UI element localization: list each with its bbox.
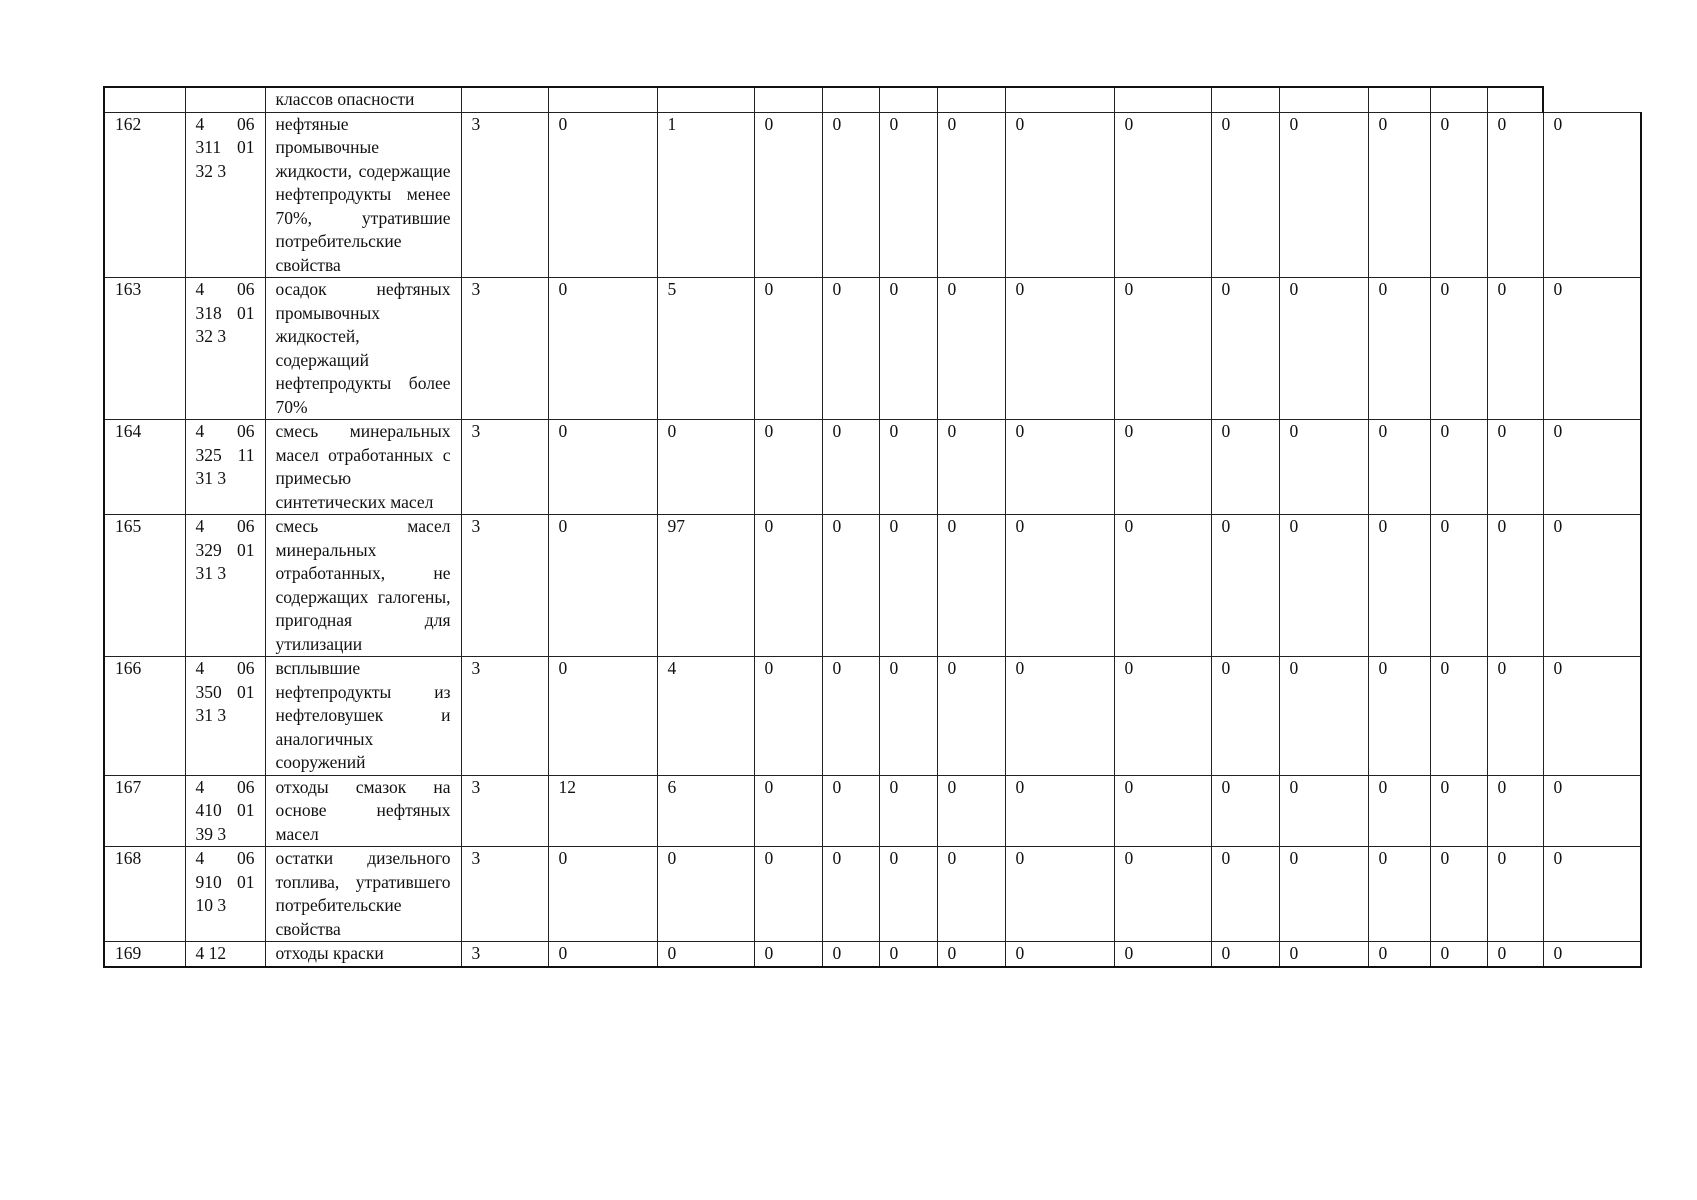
cell-value: 0 [937, 420, 1005, 515]
cell-value: 0 [1211, 942, 1279, 967]
cell-value: 0 [754, 278, 822, 420]
cell-value: 0 [754, 515, 822, 657]
table-row [104, 278, 1641, 420]
cell-code: 4 06 329 01 31 3 [185, 515, 265, 657]
cell-name: отходы смазок на основе нефтяных масел [265, 775, 461, 847]
cell-value: 0 [1543, 420, 1641, 515]
cell-value: 0 [1279, 942, 1368, 967]
cell-value: 0 [879, 942, 937, 967]
cell-value: 0 [548, 847, 657, 942]
cell-value: 6 [657, 775, 754, 847]
cell-value: 0 [1114, 942, 1211, 967]
cell-code: 4 12 [185, 942, 265, 967]
cell-value: 0 [1114, 775, 1211, 847]
cell-value: 0 [1487, 278, 1543, 420]
cell-value: 0 [937, 942, 1005, 967]
cell-value: 0 [1543, 775, 1641, 847]
cell-value: 0 [1005, 657, 1114, 776]
cell-value: 0 [1430, 775, 1487, 847]
cell-value: 0 [937, 278, 1005, 420]
cell-value: 0 [1279, 775, 1368, 847]
cell-value: 1 [657, 112, 754, 278]
cell-value: 0 [1114, 420, 1211, 515]
cell-value: 0 [937, 847, 1005, 942]
cell-value: 3 [461, 942, 548, 967]
cell-value: 0 [657, 847, 754, 942]
cell-value: 0 [1487, 112, 1543, 278]
cell-no: 166 [104, 657, 185, 776]
cell-value: 0 [1430, 278, 1487, 420]
cell-code: 4 06 311 01 32 3 [185, 112, 265, 278]
cell-value: 0 [754, 420, 822, 515]
cell-value: 0 [879, 112, 937, 278]
cell-value: 5 [657, 278, 754, 420]
cell-value: 0 [822, 847, 879, 942]
cell-no [104, 87, 185, 112]
table-row [104, 112, 1641, 278]
cell-value: 0 [1211, 112, 1279, 278]
cell-value: 0 [754, 847, 822, 942]
cell-code: 4 06 350 01 31 3 [185, 657, 265, 776]
cell-value: 0 [1279, 847, 1368, 942]
cell-value: 0 [1430, 942, 1487, 967]
cell-value: 0 [1005, 847, 1114, 942]
cell-value: 0 [1430, 657, 1487, 776]
cell-code [185, 87, 265, 112]
cell-value: 0 [937, 112, 1005, 278]
cell-value: 3 [461, 112, 548, 278]
cell-value: 0 [1211, 420, 1279, 515]
cell-value: 0 [1487, 420, 1543, 515]
cell-value: 0 [657, 942, 754, 967]
cell-value: 0 [937, 775, 1005, 847]
cell-value: 0 [548, 112, 657, 278]
cell-value: 0 [1368, 278, 1430, 420]
cell-value: 4 [657, 657, 754, 776]
cell-value: 0 [1005, 515, 1114, 657]
cell-value: 3 [461, 420, 548, 515]
cell-value: 3 [461, 278, 548, 420]
cell-value: 0 [1430, 847, 1487, 942]
cell-value: 0 [822, 278, 879, 420]
cell-value: 0 [1543, 942, 1641, 967]
cell-value: 0 [754, 657, 822, 776]
table-row [104, 657, 1641, 776]
cell-name: всплывшие нефтепродукты из нефтеловушек и аналогичных сооружений [265, 657, 461, 776]
cell-value: 0 [822, 112, 879, 278]
cell-value: 0 [1368, 775, 1430, 847]
cell-value: 0 [879, 515, 937, 657]
cell-value: 0 [1114, 278, 1211, 420]
cell-value: 0 [1430, 420, 1487, 515]
cell-value: 0 [822, 942, 879, 967]
cell-code: 4 06 325 11 31 3 [185, 420, 265, 515]
cell-value: 3 [461, 775, 548, 847]
table-row [104, 420, 1641, 515]
cell-value: 0 [1005, 420, 1114, 515]
cell-name: осадок нефтяных промывочных жидкостей, содержащий нефтепродукты более 70% [265, 278, 461, 420]
cell-value: 97 [657, 515, 754, 657]
cell-value: 0 [1543, 515, 1641, 657]
cell-no: 164 [104, 420, 185, 515]
cell-value: 0 [1005, 278, 1114, 420]
cell-value: 0 [1543, 278, 1641, 420]
cell-value: 0 [1487, 775, 1543, 847]
cell-value: 0 [822, 657, 879, 776]
cell-value: 0 [822, 515, 879, 657]
cell-value: 0 [1543, 657, 1641, 776]
cell-value: 0 [879, 847, 937, 942]
table-row-continuation [104, 87, 1641, 112]
cell-value: 0 [1211, 657, 1279, 776]
cell-no: 162 [104, 112, 185, 278]
cell-value: 0 [1279, 657, 1368, 776]
cell-name: смесь минеральных масел отработанных с примесью синтетических масел [265, 420, 461, 515]
cell-value: 0 [1487, 657, 1543, 776]
cell-value: 0 [937, 657, 1005, 776]
table-row [104, 847, 1641, 942]
cell-value: 0 [1114, 112, 1211, 278]
cell-name: остатки дизельного топлива, утратившего потребительские свойства [265, 847, 461, 942]
cell-value: 0 [937, 515, 1005, 657]
cell-no: 163 [104, 278, 185, 420]
cell-value: 0 [1487, 942, 1543, 967]
cell-value: 0 [548, 278, 657, 420]
cell-value: 0 [754, 112, 822, 278]
cell-value: 0 [1279, 420, 1368, 515]
cell-value: 3 [461, 657, 548, 776]
cell-value: 0 [1368, 942, 1430, 967]
cell-value: 0 [1430, 515, 1487, 657]
cell-no: 165 [104, 515, 185, 657]
cell-value: 0 [1211, 847, 1279, 942]
cell-value: 0 [1114, 515, 1211, 657]
cell-name: отходы краски [265, 942, 461, 967]
cell-value: 0 [657, 420, 754, 515]
cell-value: 0 [1279, 278, 1368, 420]
cell-value: 0 [754, 942, 822, 967]
cell-value: 0 [754, 775, 822, 847]
cell-value: 0 [1005, 112, 1114, 278]
table-body [104, 87, 1641, 967]
cell-value: 0 [1114, 847, 1211, 942]
cell-value: 0 [548, 420, 657, 515]
table-row-partial [104, 942, 1641, 967]
cell-value: 0 [1005, 942, 1114, 967]
cell-value: 0 [1368, 847, 1430, 942]
cell-no: 168 [104, 847, 185, 942]
cell-value: 0 [1487, 847, 1543, 942]
cell-no: 169 [104, 942, 185, 967]
cell-value: 0 [1279, 515, 1368, 657]
cell-value: 0 [1005, 775, 1114, 847]
cell-name: смесь масел минеральных отработанных, не содержащих галогены, пригодная для утилизации [265, 515, 461, 657]
cell-value: 0 [822, 420, 879, 515]
cell-value: 0 [548, 942, 657, 967]
cell-value: 12 [548, 775, 657, 847]
cell-value: 0 [1114, 657, 1211, 776]
table-row [104, 515, 1641, 657]
cell-value: 3 [461, 847, 548, 942]
waste-inventory-table [103, 86, 1642, 968]
cell-value: 0 [1368, 657, 1430, 776]
cell-value: 0 [822, 775, 879, 847]
cell-no: 167 [104, 775, 185, 847]
cell-code: 4 06 318 01 32 3 [185, 278, 265, 420]
cell-value: 0 [548, 515, 657, 657]
cell-value: 0 [1430, 112, 1487, 278]
cell-value: 0 [1368, 112, 1430, 278]
cell-value: 0 [1211, 515, 1279, 657]
cell-value: 0 [1211, 278, 1279, 420]
cell-value: 0 [1211, 775, 1279, 847]
cell-value: 0 [879, 775, 937, 847]
cell-code: 4 06 410 01 39 3 [185, 775, 265, 847]
cell-code: 4 06 910 01 10 3 [185, 847, 265, 942]
cell-value: 0 [1368, 515, 1430, 657]
cell-value: 0 [879, 657, 937, 776]
cell-value: 0 [879, 420, 937, 515]
table-row [104, 775, 1641, 847]
cell-value: 3 [461, 515, 548, 657]
cell-value: 0 [1279, 112, 1368, 278]
cell-value: 0 [1543, 112, 1641, 278]
cell-name: нефтяные промывочные жидкости, содержащие нефтепродукты менее 70%, утратившие потребительские свойства [265, 112, 461, 278]
cell-value: 0 [1368, 420, 1430, 515]
cell-value: 0 [879, 278, 937, 420]
cell-value: 0 [548, 657, 657, 776]
cell-value: 0 [1543, 847, 1641, 942]
cell-name: классов опасности [265, 87, 461, 112]
cell-value: 0 [1487, 515, 1543, 657]
